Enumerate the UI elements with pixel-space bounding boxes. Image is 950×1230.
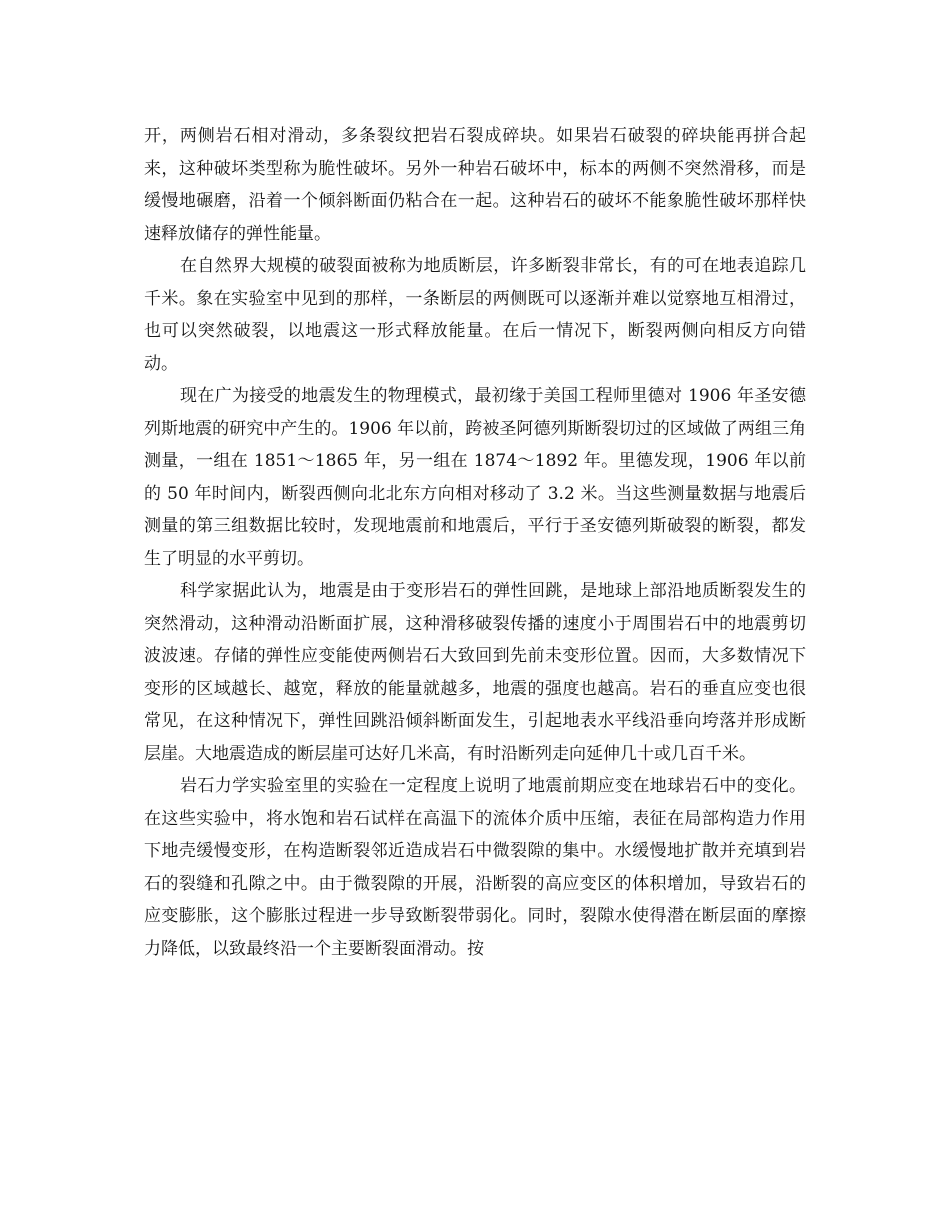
paragraph-1: 开，两侧岩石相对滑动，多条裂纹把岩石裂成碎块。如果岩石破裂的碎块能再拼合起来，这种破坏类型称为脆性破坏。另外一种岩石破坏中，标本的两侧不突然滑移，而是缓慢地碾磨，沿着一个倾斜断面仍粘合在一起。这种岩石的破坏不能象脆性破坏那样快速释放储存的弹性能量。 [144, 126, 806, 244]
paragraph-5: 岩石力学实验室里的实验在一定程度上说明了地震前期应变在地球岩石中的变化。在这些实验中，将水饱和岩石试样在高温下的流体介质中压缩，表征在局部构造力作用下地壳缓慢变形，在构造断裂邻近造成岩石中微裂隙的集中。水缓慢地扩散并充填到岩石的裂缝和孔隙之中。由于微裂隙的开展，沿断裂的高应变区的体积增加，导致岩石的应变膨胀，这个膨胀过程进一步导致断裂带弱化。同时，裂隙水使得潜在断层面的摩擦力降低，以致最终沿一个主要断裂面滑动。按 [144, 776, 806, 959]
paragraph-2: 在自然界大规模的破裂面被称为地质断层，许多断裂非常长，有的可在地表追踪几千米。象在实验室中见到的那样，一条断层的两侧既可以逐渐并难以觉察地互相滑过，也可以突然破裂，以地震这一形式释放能量。在后一情况下，断裂两侧向相反方向错动。 [144, 256, 806, 374]
body-text [144, 120, 806, 965]
paragraph-4: 科学家据此认为，地震是由于变形岩石的弹性回跳，是地球上部沿地质断裂发生的突然滑动，这种滑动沿断面扩展，这种滑移破裂传播的速度小于周围岩石中的地震剪切波波速。存储的弹性应变能使两侧岩石大致回到先前未变形位置。因而，大多数情况下变形的区域越长、越宽，释放的能量就越多，地震的强度也越高。岩石的垂直应变也很常见，在这种情况下，弹性回跳沿倾斜断面发生，引起地表水平线沿垂向垮落并形成断层崖。大地震造成的断层崖可达好几米高，有时沿断列走向延伸几十或几百千米。 [144, 581, 806, 764]
paragraph-3: 现在广为接受的地震发生的物理模式，最初缘于美国工程师里德对 1906 年圣安德列斯地震的研究中产生的。1906 年以前，跨被圣阿德列斯断裂切过的区域做了两组三角测量，一组在 1851～1865 年，另一组在 1874～1892 年。里德发现，1906 年以前的 50 年时间内，断裂西侧向北北东方向相对移动了 3.2 米。当这些测量数据与地震后测量的第三组数据比较时，发现地震前和地震后，平行于圣安德列斯破裂的断裂，都发生了明显的水平剪切。 [144, 386, 806, 569]
